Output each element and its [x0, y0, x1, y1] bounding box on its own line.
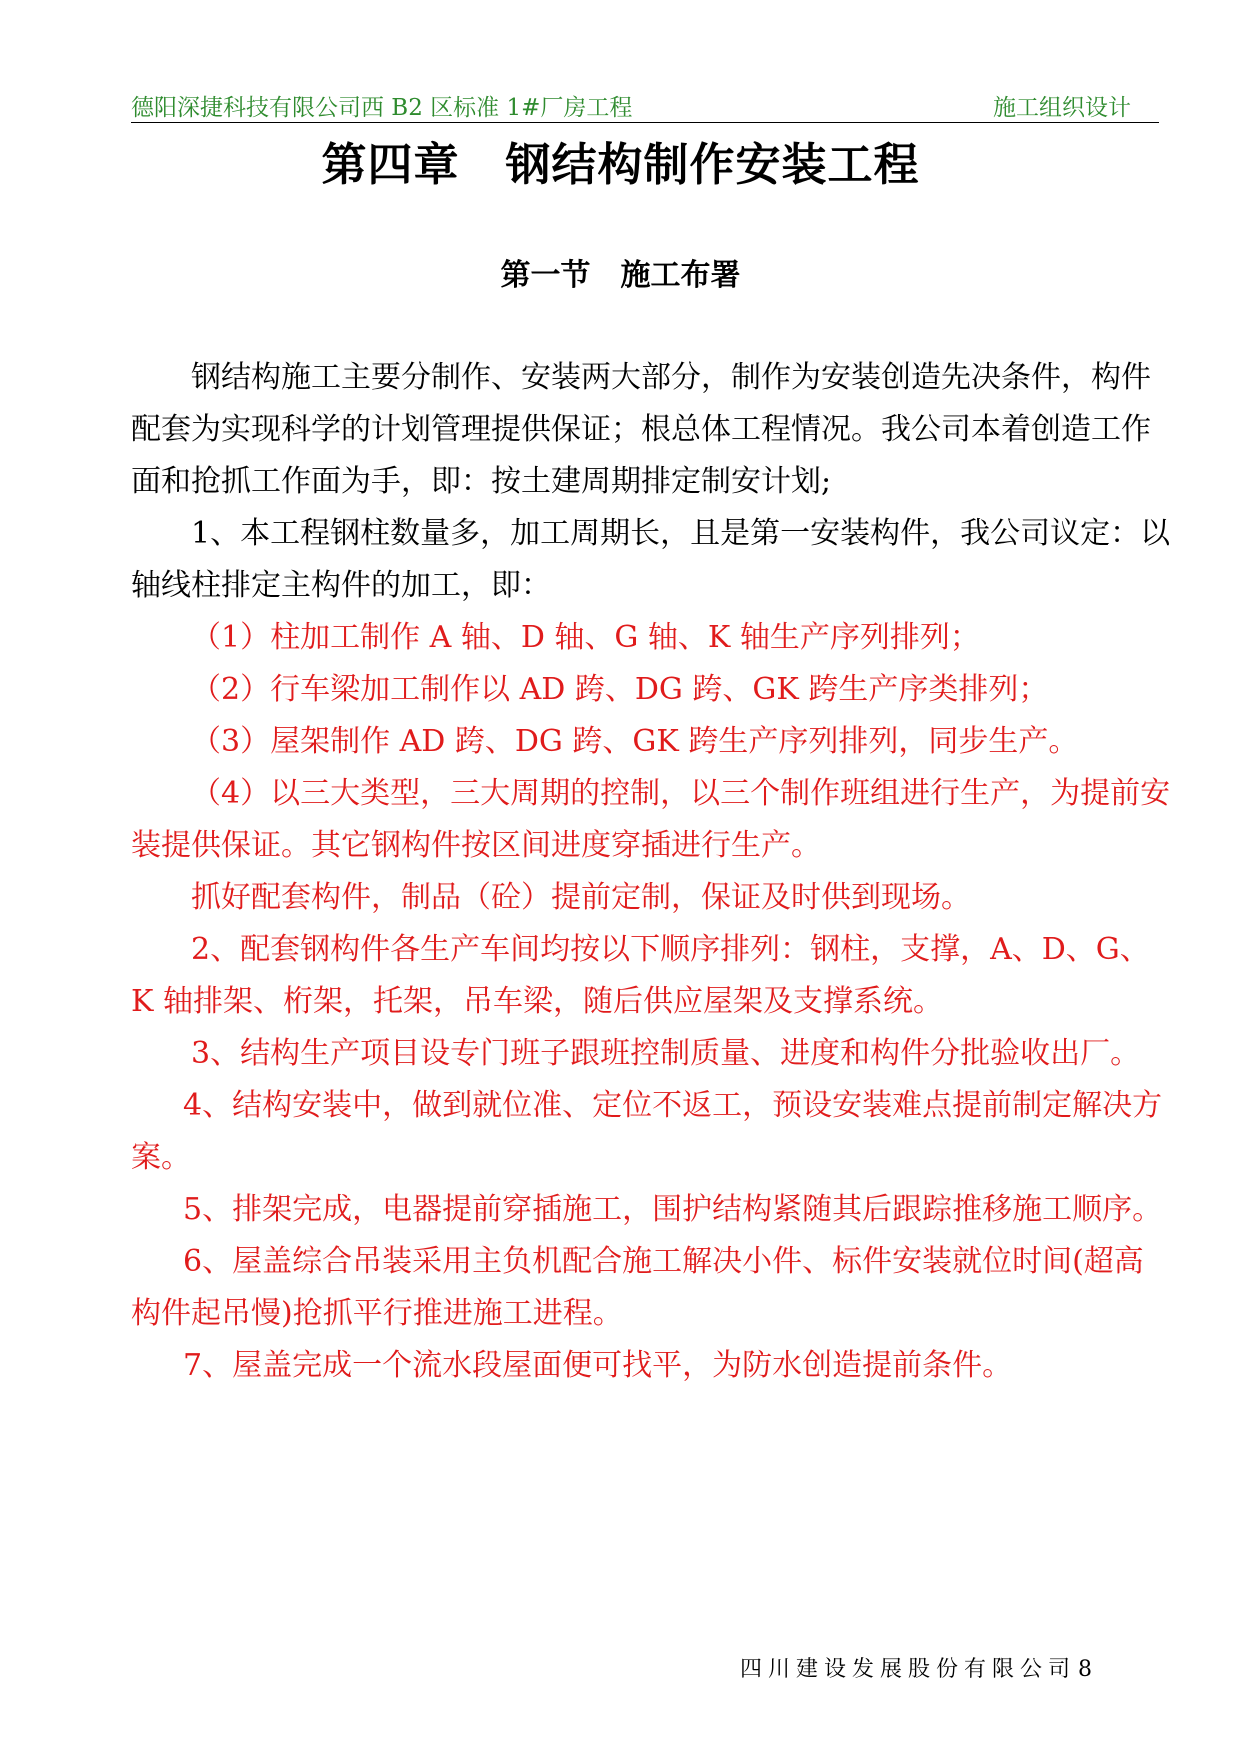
page-number: 8: [1078, 1657, 1093, 1682]
paragraph-item-6: 6、屋盖综合吊装采用主负机配合施工解决小件、标件安装就位时间(超高构件起吊慢)抢抓平行推进施工进程。: [131, 1244, 1144, 1331]
body-text: [131, 352, 1171, 1392]
page-footer: [740, 1652, 1092, 1683]
chapter-title: 第四章 钢结构制作安装工程: [321, 138, 920, 191]
footer-company: 四川建设发展股份有限公司: [740, 1657, 1077, 1682]
paragraph-sub-4: （4）以三大类型，三大周期的控制，以三个制作班组进行生产，为提前安装提供保证。其它钢构件按区间进度穿插进行生产。: [131, 776, 1171, 863]
paragraph-sub-3: （3）屋架制作 AD 跨、DG 跨、GK 跨生产序列排列，同步生产。: [191, 724, 1079, 759]
paragraph-sub-2: （2）行车梁加工制作以 AD 跨、DG 跨、GK 跨生产序类排列；: [191, 672, 1049, 707]
paragraph-item-2: 2、配套钢构件各生产车间均按以下顺序排列：钢柱，支撑，A、D、G、K 轴排架、桁架，托架，吊车梁，随后供应屋架及支撑系统。: [131, 932, 1150, 1019]
paragraph-item-7: 7、屋盖完成一个流水段屋面便可找平，为防水创造提前条件。: [183, 1348, 1013, 1383]
paragraph-intro: 钢结构施工主要分制作、安装两大部分，制作为安装创造先决条件，构件配套为实现科学的计划管理提供保证；根总体工程情况。我公司本着创造工作面和抢抓工作面为手，即：按土建周期排定制安计划;: [131, 360, 1151, 499]
paragraph-item-5: 5、排架完成，电器提前穿插施工，围护结构紧随其后跟踪推移施工顺序。: [183, 1192, 1163, 1227]
paragraph-supply: 抓好配套构件，制品（砼）提前定制，保证及时供到现场。: [191, 880, 971, 915]
header-doc-type: 施工组织设计: [993, 95, 1131, 121]
running-header: [131, 86, 1159, 123]
paragraph-sub-1: （1）柱加工制作 A 轴、D 轴、G 轴、K 轴生产序列排列；: [191, 620, 980, 655]
paragraph-item-4: 4、结构安装中，做到就位准、定位不返工，预设安装难点提前制定解决方案。: [131, 1088, 1163, 1175]
section-title: 第一节 施工布署: [500, 258, 741, 293]
paragraph-item-3: 3、结构生产项目设专门班子跟班控制质量、进度和构件分批验收出厂。: [191, 1036, 1141, 1071]
header-project-title: 德阳深捷科技有限公司西 B2 区标准 1#厂房工程: [131, 95, 633, 121]
paragraph-item-1: 1、本工程钢柱数量多，加工周期长，且是第一安装构件，我公司议定：以轴线柱排定主构件的加工，即：: [131, 516, 1171, 603]
